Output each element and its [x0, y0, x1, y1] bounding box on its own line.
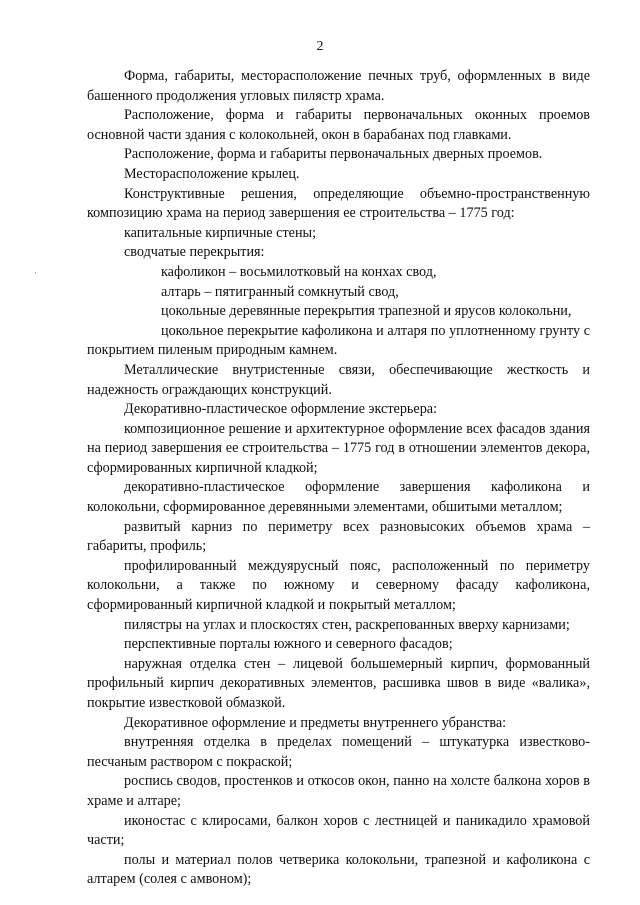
paragraph: перспективные порталы южного и северного фасадов;: [124, 636, 453, 653]
paragraph: Расположение, форма и габариты первоначальных дверных проемов.: [124, 146, 543, 163]
paragraph: профилированный междуярусный пояс, расположенный по периметру колокольни, а также по южному и северному фасаду кафоликона, сформированный кирпичной кладкой и покрытый металлом;: [87, 557, 590, 614]
list-item: кафоликон – восьмилотковый на конхах свод,: [161, 263, 437, 280]
paragraph: Форма, габариты, месторасположение печных труб, оформленных в виде башенного продолжения угловых пилястр храма.: [87, 68, 590, 104]
paragraph: Декоративно-пластическое оформление экстерьера:: [124, 401, 438, 418]
margin-mark: ·: [34, 268, 37, 278]
paragraph: Металлические внутристенные связи, обеспечивающие жесткость и надежность ограждающих конструкций.: [87, 361, 590, 398]
paragraph: развитый карниз по периметру всех разновысоких объемов храма – габариты, профиль;: [87, 518, 590, 555]
paragraph: Расположение, форма и габариты первоначальных оконных проемов основной части здания с колокольней, окон в барабанах под главками.: [87, 107, 590, 143]
paragraph: композиционное решение и архитектурное оформление всех фасадов здания на период завершения ее строительства – 1775 год в отношении элементов декора, сформированных кирпичной кладкой;: [87, 420, 590, 476]
paragraph: Конструктивные решения, определяющие объемно-пространственную композицию храма на период завершения ее строительства – 1775 год:: [87, 185, 590, 222]
paragraph: декоративно-пластическое оформление завершения кафоликона и колокольни, сформированное деревянными элементами, обшитыми металлом;: [87, 479, 590, 516]
paragraph: наружная отделка стен – лицевой большемерный кирпич, формованный профильный кирпич декоративных элементов, расшивка швов в виде «валика», покрытие известковой обмазкой.: [87, 655, 590, 711]
paragraph: Декоративное оформление и предметы внутреннего убранства:: [124, 714, 507, 731]
document-body: [87, 67, 590, 890]
paragraph: пилястры на углах и плоскостях стен, раскрепованных вверху карнизами;: [124, 616, 570, 633]
list-item: цокольные деревянные перекрытия трапезной и ярусов колокольни,: [161, 303, 572, 320]
paragraph: иконостас с клиросами, балкон хоров с лестницей и паникадило храмовой части;: [87, 812, 590, 849]
page-number: 2: [316, 39, 324, 54]
list-item: алтарь – пятигранный сомкнутый свод,: [161, 283, 399, 300]
paragraph: полы и материал полов четверика колокольни, трапезной и кафоликона с алтарем (солея с амвоном);: [87, 851, 590, 888]
paragraph: сводчатые перекрытия:: [124, 244, 265, 261]
paragraph: капитальные кирпичные стены;: [124, 224, 317, 241]
paragraph: роспись сводов, простенков и откосов окон, панно на холсте балкона хоров в храме и алтаре;: [87, 773, 590, 809]
paragraph: Месторасположение крылец.: [124, 165, 300, 182]
paragraph: внутренняя отделка в пределах помещений – штукатурка известково-песчаным раствором с покраской;: [87, 734, 590, 770]
list-item: цокольное перекрытие кафоликона и алтаря по уплотненному грунту с покрытием пиленым природным камнем.: [87, 322, 590, 359]
